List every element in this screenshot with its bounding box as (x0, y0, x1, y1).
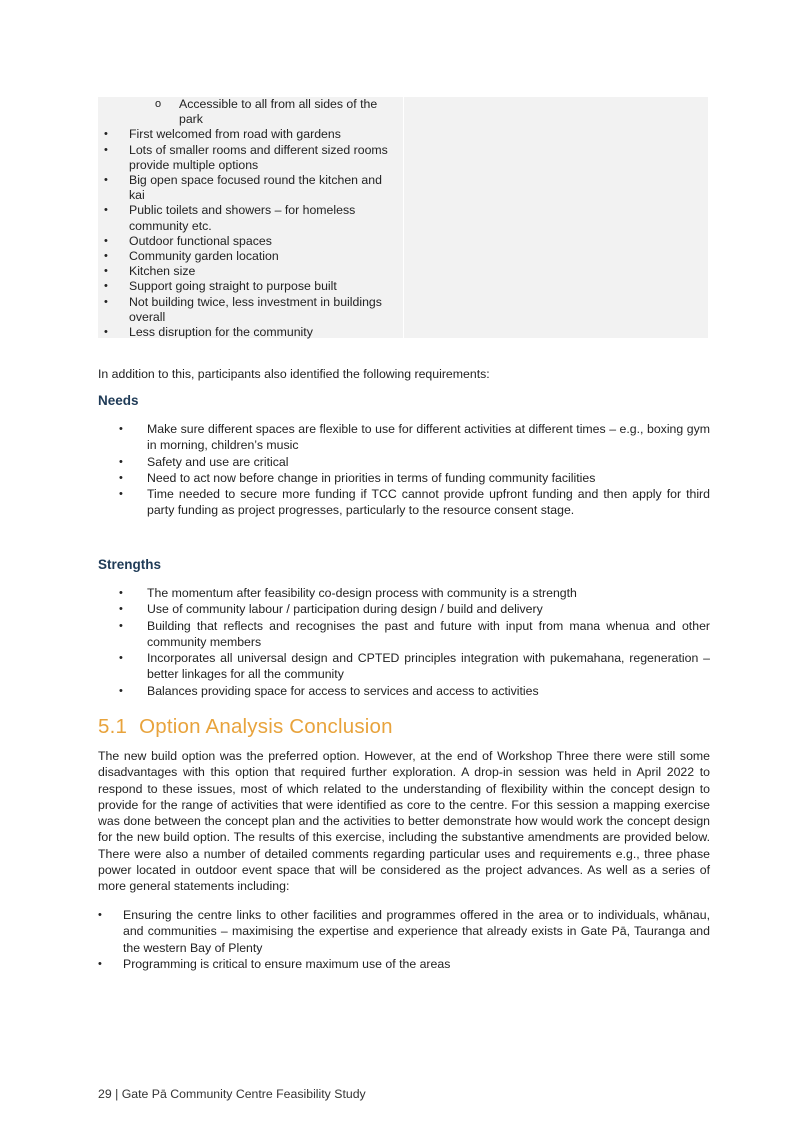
list-item: • Ensuring the centre links to other facilities and programmes offered in the area or to individuals, whānau, and communities – maximising the expertise and experience that already exists in Gate Pā, Tauranga and the western Bay of Plenty (98, 908, 710, 955)
list-item: • Incorporates all universal design and CPTED principles integration with pukemahana, regeneration – better linkages for all the community (119, 651, 710, 682)
bullet-icon: • (98, 909, 102, 921)
list-item: • Not building twice, less investment in buildings overall (104, 294, 382, 324)
bullet-icon: • (119, 423, 123, 435)
needs-list (98, 421, 710, 519)
bullet-icon: • (104, 295, 108, 308)
bullet-icon: • (104, 265, 108, 278)
bullet-icon: • (119, 488, 123, 501)
list-item: • Safety and use are critical (119, 454, 289, 469)
page-footer: 29 | Gate Pā Community Centre Feasibility Study (98, 1087, 366, 1101)
list-item: o Accessible to all from all sides of the park (155, 97, 378, 127)
needs-heading: Needs (98, 393, 139, 408)
bullet-icon: • (98, 957, 102, 970)
bullet-icon: • (104, 174, 108, 187)
intro-text: In addition to this, participants also identified the following requirements: (98, 367, 490, 381)
table-bullet-list (98, 97, 398, 340)
bullet-icon: • (119, 455, 123, 468)
list-item: • Public toilets and showers – for homeless community etc. (104, 203, 356, 233)
bullet-icon: • (119, 684, 123, 697)
list-item: • The momentum after feasibility co-design process with community is a strength (119, 586, 577, 600)
list-item: • Outdoor functional spaces (104, 233, 272, 248)
list-item: • Community garden location (104, 249, 279, 264)
bullet-icon: • (119, 619, 123, 632)
strengths-heading: Strengths (98, 557, 162, 572)
bullet-icon: • (119, 587, 123, 599)
bullet-icon: • (104, 326, 108, 339)
feedback-table (98, 97, 708, 338)
list-item: • Support going straight to purpose built (104, 279, 337, 294)
sub-bullet-icon: o (155, 98, 162, 110)
strengths-list (98, 585, 710, 699)
table-cell-right (404, 97, 708, 338)
list-item: • Time needed to secure more funding if TCC cannot provide upfront funding and then apply for third party funding as project progresses, particularly to the resource consent stage. (119, 487, 710, 518)
list-item: • Kitchen size (104, 264, 196, 279)
list-item: • First welcomed from road with gardens (104, 127, 341, 142)
section-number: 5.1 (98, 715, 128, 738)
list-item: • Less disruption for the community (104, 325, 313, 340)
bullet-icon: • (119, 471, 123, 484)
bullet-icon: • (104, 280, 108, 293)
section-title: Option Analysis Conclusion (139, 715, 393, 738)
list-item: • Balances providing space for access to services and access to activities (119, 683, 539, 698)
table-cell-left (98, 97, 404, 338)
bullet-icon: • (104, 204, 108, 217)
list-item: • Programming is critical to ensure maximum use of the areas (98, 956, 451, 971)
list-item: • Big open space focused round the kitchen and kai (104, 173, 382, 203)
bullet-icon: • (104, 250, 108, 263)
list-item: • Need to act now before change in priorities in terms of funding community facilities (119, 470, 596, 485)
conclusion-paragraph: The new build option was the preferred option. However, at the end of Workshop Three there were still some disadvantages with this option that required further exploration. A drop-in session was held in April 2022 to respond to these issues, most of which related to the understanding of flexibility within the concept design to provide for the range of activities that were identified as core to the centre. For this session a mapping exercise was done between the concept plan and the activities to better demonstrate how would work the concept design for the new build option. The results of this exercise, including the substantive amendments are provided below. There were also a number of detailed comments regarding particular uses and requirements e.g., three phase power located in outdoor event space that will be considered as the project advances. As well as a series of more general statements including: (98, 749, 710, 894)
bullet-icon: • (104, 128, 108, 141)
bullet-icon: • (119, 652, 123, 665)
list-item: • Use of community labour / participation during design / build and delivery (119, 602, 543, 617)
bullet-icon: • (119, 603, 123, 616)
bullet-icon: • (104, 143, 108, 156)
list-item: • Make sure different spaces are flexible to use for different activities at different times – e.g., boxing gym in morning, children’s music (119, 422, 710, 453)
list-item: • Building that reflects and recognises the past and future with input from mana whenua and other community members (119, 618, 710, 649)
section-heading (98, 715, 393, 739)
bullet-icon: • (104, 234, 108, 247)
conclusion-list (98, 907, 710, 972)
list-item: • Lots of smaller rooms and different sized rooms provide multiple options (104, 142, 388, 172)
